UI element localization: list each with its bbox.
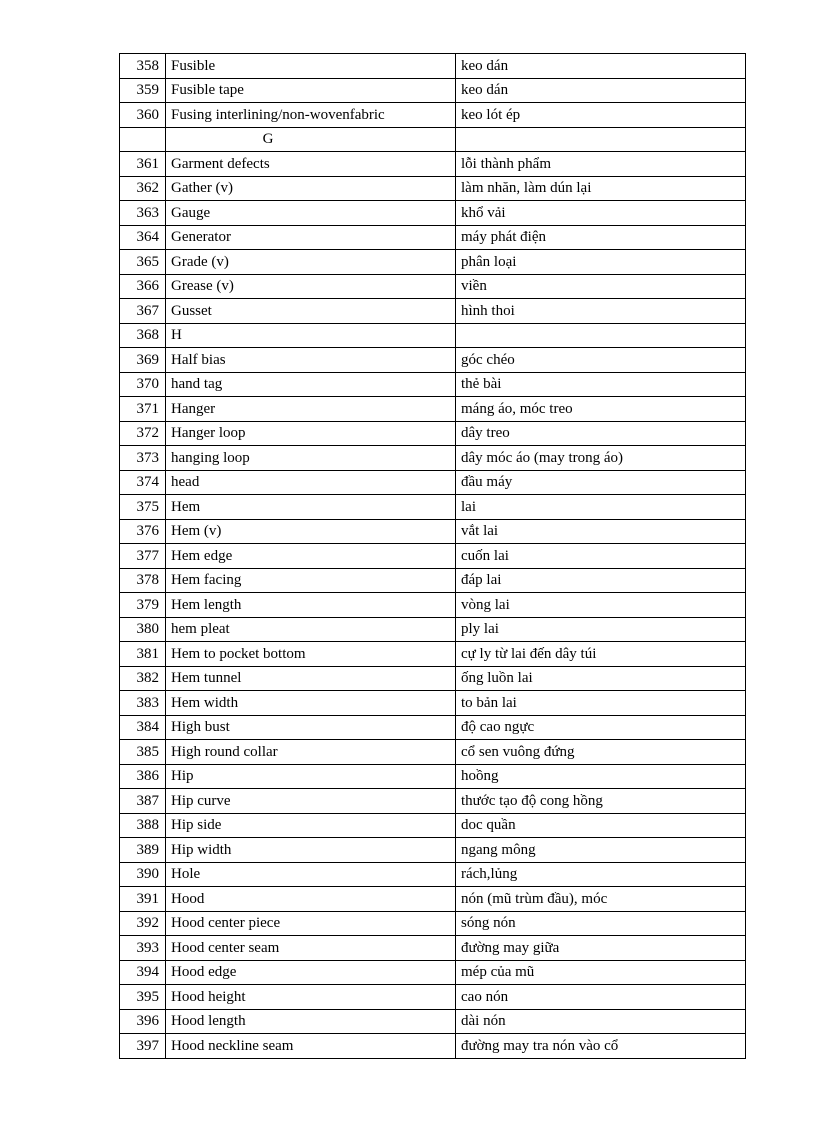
vietnamese-meaning: phân loại <box>456 250 746 275</box>
vietnamese-meaning: hình thoi <box>456 299 746 324</box>
vietnamese-meaning: máng áo, móc treo <box>456 397 746 422</box>
vietnamese-meaning: doc quần <box>456 813 746 838</box>
row-number: 376 <box>120 519 166 544</box>
glossary-row <box>120 54 746 79</box>
glossary-row <box>120 103 746 128</box>
vietnamese-meaning: ngang mông <box>456 838 746 863</box>
glossary-row <box>120 666 746 691</box>
row-number: 371 <box>120 397 166 422</box>
row-number: 374 <box>120 470 166 495</box>
english-term: Hanger loop <box>166 421 456 446</box>
glossary-row <box>120 593 746 618</box>
row-number: 359 <box>120 78 166 103</box>
vietnamese-meaning: cổ sen vuông đứng <box>456 740 746 765</box>
vietnamese-meaning: dài nón <box>456 1009 746 1034</box>
vietnamese-meaning: thẻ bài <box>456 372 746 397</box>
english-term: hanging loop <box>166 446 456 471</box>
vietnamese-meaning: keo dán <box>456 78 746 103</box>
vietnamese-meaning: đường may tra nón vào cổ <box>456 1034 746 1059</box>
english-term: Hem <box>166 495 456 520</box>
english-term: Hem (v) <box>166 519 456 544</box>
row-number: 382 <box>120 666 166 691</box>
row-number: 381 <box>120 642 166 667</box>
glossary-row <box>120 764 746 789</box>
glossary-row <box>120 887 746 912</box>
glossary-row <box>120 299 746 324</box>
row-number: 377 <box>120 544 166 569</box>
glossary-row <box>120 470 746 495</box>
row-number: 367 <box>120 299 166 324</box>
row-number: 365 <box>120 250 166 275</box>
row-number: 386 <box>120 764 166 789</box>
glossary-body <box>120 54 746 1059</box>
row-number: 384 <box>120 715 166 740</box>
row-number <box>120 127 166 152</box>
row-number: 392 <box>120 911 166 936</box>
glossary-row <box>120 813 746 838</box>
vietnamese-meaning: ống luồn lai <box>456 666 746 691</box>
row-number: 372 <box>120 421 166 446</box>
section-letter: G <box>166 127 456 152</box>
vietnamese-meaning: viền <box>456 274 746 299</box>
english-term: Hood center piece <box>166 911 456 936</box>
english-term: Hole <box>166 862 456 887</box>
english-term: Hem to pocket bottom <box>166 642 456 667</box>
english-term: hand tag <box>166 372 456 397</box>
glossary-row <box>120 519 746 544</box>
row-number: 391 <box>120 887 166 912</box>
glossary-row <box>120 176 746 201</box>
glossary-row <box>120 1009 746 1034</box>
row-number: 375 <box>120 495 166 520</box>
english-term: Fusing interlining/non-wovenfabric <box>166 103 456 128</box>
row-number: 393 <box>120 936 166 961</box>
vietnamese-meaning: làm nhăn, làm dún lại <box>456 176 746 201</box>
row-number: 368 <box>120 323 166 348</box>
row-number: 378 <box>120 568 166 593</box>
english-term: Hem length <box>166 593 456 618</box>
glossary-row <box>120 348 746 373</box>
vietnamese-meaning: hoồng <box>456 764 746 789</box>
row-number: 388 <box>120 813 166 838</box>
row-number: 360 <box>120 103 166 128</box>
glossary-row <box>120 323 746 348</box>
vietnamese-meaning: lai <box>456 495 746 520</box>
row-number: 364 <box>120 225 166 250</box>
glossary-row <box>120 691 746 716</box>
glossary-row <box>120 985 746 1010</box>
glossary-row <box>120 201 746 226</box>
english-term: Grade (v) <box>166 250 456 275</box>
vietnamese-meaning <box>456 323 746 348</box>
glossary-row <box>120 568 746 593</box>
english-term: Hem edge <box>166 544 456 569</box>
glossary-row <box>120 911 746 936</box>
english-term: Hip <box>166 764 456 789</box>
english-term: Hip side <box>166 813 456 838</box>
row-number: 389 <box>120 838 166 863</box>
english-term: Hip width <box>166 838 456 863</box>
vietnamese-meaning: cự ly từ lai đến dây túi <box>456 642 746 667</box>
glossary-row <box>120 250 746 275</box>
english-term: Hanger <box>166 397 456 422</box>
row-number: 366 <box>120 274 166 299</box>
row-number: 379 <box>120 593 166 618</box>
english-term: High bust <box>166 715 456 740</box>
vietnamese-meaning <box>456 127 746 152</box>
glossary-row <box>120 960 746 985</box>
vietnamese-meaning: to bản lai <box>456 691 746 716</box>
row-number: 363 <box>120 201 166 226</box>
glossary-row <box>120 544 746 569</box>
vietnamese-meaning: cao nón <box>456 985 746 1010</box>
english-term: Hood edge <box>166 960 456 985</box>
row-number: 383 <box>120 691 166 716</box>
glossary-row <box>120 78 746 103</box>
glossary-row <box>120 617 746 642</box>
english-term: Hem width <box>166 691 456 716</box>
english-term: High round collar <box>166 740 456 765</box>
english-term: H <box>166 323 456 348</box>
row-number: 361 <box>120 152 166 177</box>
english-term: Hem tunnel <box>166 666 456 691</box>
glossary-row <box>120 1034 746 1059</box>
glossary-row <box>120 862 746 887</box>
english-term: Gusset <box>166 299 456 324</box>
english-term: Fusible <box>166 54 456 79</box>
row-number: 395 <box>120 985 166 1010</box>
vietnamese-meaning: vòng lai <box>456 593 746 618</box>
row-number: 397 <box>120 1034 166 1059</box>
glossary-row <box>120 495 746 520</box>
glossary-row <box>120 936 746 961</box>
glossary-row <box>120 274 746 299</box>
english-term: Hood height <box>166 985 456 1010</box>
english-term: Hood <box>166 887 456 912</box>
vietnamese-meaning: mép của mũ <box>456 960 746 985</box>
vietnamese-meaning: vắt lai <box>456 519 746 544</box>
english-term: Gauge <box>166 201 456 226</box>
vietnamese-meaning: góc chéo <box>456 348 746 373</box>
row-number: 390 <box>120 862 166 887</box>
english-term: Grease (v) <box>166 274 456 299</box>
vietnamese-meaning: rách,lủng <box>456 862 746 887</box>
vietnamese-meaning: nón (mũ trùm đầu), móc <box>456 887 746 912</box>
vietnamese-meaning: cuốn lai <box>456 544 746 569</box>
english-term: Fusible tape <box>166 78 456 103</box>
glossary-row <box>120 789 746 814</box>
glossary-row <box>120 715 746 740</box>
english-term: Hood neckline seam <box>166 1034 456 1059</box>
english-term: Hem facing <box>166 568 456 593</box>
vietnamese-meaning: dây treo <box>456 421 746 446</box>
glossary-row <box>120 446 746 471</box>
vietnamese-meaning: máy phát điện <box>456 225 746 250</box>
glossary-row <box>120 642 746 667</box>
vietnamese-meaning: đường may giữa <box>456 936 746 961</box>
glossary-row <box>120 838 746 863</box>
vietnamese-meaning: độ cao ngực <box>456 715 746 740</box>
glossary-row <box>120 421 746 446</box>
row-number: 369 <box>120 348 166 373</box>
english-term: Half bias <box>166 348 456 373</box>
glossary-row <box>120 152 746 177</box>
english-term: Gather (v) <box>166 176 456 201</box>
glossary-row <box>120 225 746 250</box>
row-number: 370 <box>120 372 166 397</box>
english-term: head <box>166 470 456 495</box>
section-header-row <box>120 127 746 152</box>
glossary-row <box>120 397 746 422</box>
vietnamese-meaning: dây móc áo (may trong áo) <box>456 446 746 471</box>
glossary-row <box>120 740 746 765</box>
row-number: 373 <box>120 446 166 471</box>
row-number: 380 <box>120 617 166 642</box>
english-term: Hood length <box>166 1009 456 1034</box>
vietnamese-meaning: lỗi thành phẩm <box>456 152 746 177</box>
vietnamese-meaning: keo dán <box>456 54 746 79</box>
row-number: 387 <box>120 789 166 814</box>
row-number: 394 <box>120 960 166 985</box>
row-number: 362 <box>120 176 166 201</box>
vietnamese-meaning: ply lai <box>456 617 746 642</box>
row-number: 396 <box>120 1009 166 1034</box>
vietnamese-meaning: sóng nón <box>456 911 746 936</box>
row-number: 385 <box>120 740 166 765</box>
glossary-row <box>120 372 746 397</box>
vietnamese-meaning: khổ vải <box>456 201 746 226</box>
vietnamese-meaning: keo lót ép <box>456 103 746 128</box>
english-term: Garment defects <box>166 152 456 177</box>
english-term: Hood center seam <box>166 936 456 961</box>
glossary-table <box>119 53 746 1059</box>
english-term: Generator <box>166 225 456 250</box>
vietnamese-meaning: đáp lai <box>456 568 746 593</box>
english-term: Hip curve <box>166 789 456 814</box>
vietnamese-meaning: đầu máy <box>456 470 746 495</box>
vietnamese-meaning: thước tạo độ cong hồng <box>456 789 746 814</box>
row-number: 358 <box>120 54 166 79</box>
english-term: hem pleat <box>166 617 456 642</box>
